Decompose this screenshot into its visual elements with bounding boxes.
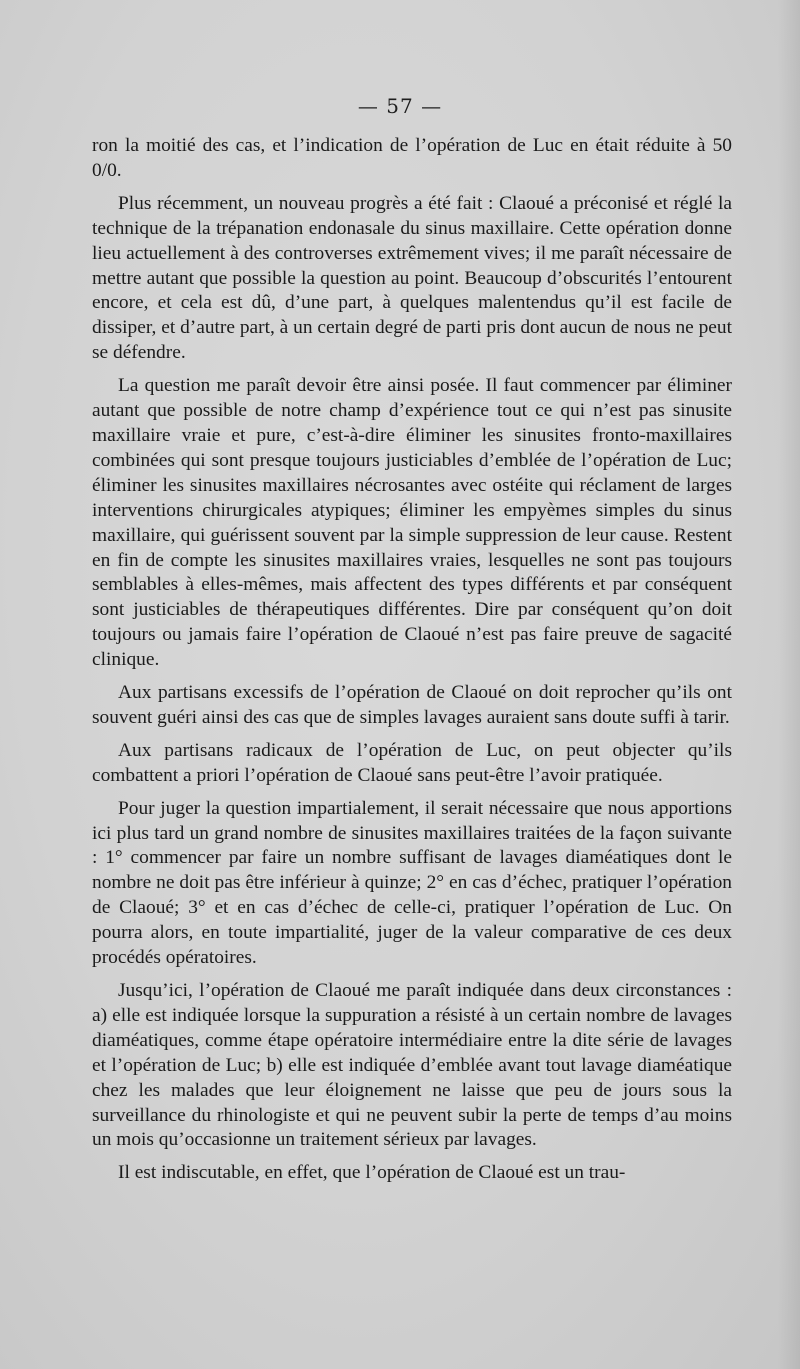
page-spine-shadow [778, 0, 800, 1369]
paragraph: Il est indiscutable, en effet, que l’opération de Claoué est un trau- [118, 1162, 626, 1184]
paragraph: Aux partisans radicaux de l’opération de Luc, on peut objecter qu’ils combattent a priori l’opération de Claoué sans peut-être l’avoir pratiquée. [92, 739, 732, 786]
paragraph: Plus récemment, un nouveau progrès a été fait : Claoué a préconisé et réglé la technique de la trépanation endonasale du sinus maxillaire. Cette opération donne lieu actuellement à des controverses extrêmement vives; il me paraît nécessaire de mettre autant que possible la question au point. Beaucoup d’obscurités l’entourent encore, et cela est dû, d’une part, à quelques malentendus qu’il est facile de dissiper, et d’autre part, à un certain degré de parti pris dont aucun de nous ne peut se défendre. [92, 192, 732, 364]
body-text [92, 134, 732, 1194]
paragraph: La question me paraît devoir être ainsi posée. Il faut commencer par éliminer autant que possible de notre champ d’expérience tout ce qui n’est pas sinusite maxillaire vraie et pure, c’est-à-dire éliminer les sinusites fronto-maxillaires combinées qui sont presque toujours justiciables d’emblée de l’opération de Luc; éliminer les sinusites maxillaires nécrosantes avec ostéite qui réclament de larges interventions chirurgicales atypiques; éliminer les empyèmes simples du sinus maxillaire, qui guérissent souvent par la simple suppression de leur cause. Restent en fin de compte les sinusites maxillaires vraies, lesquelles ne sont pas toujours semblables à elles-mêmes, mais affectent des types différents et par conséquent sont justiciables de thérapeutiques différentes. Dire par conséquent qu’on doit toujours ou jamais faire l’opération de Claoué n’est pas faire preuve de sagacité clinique. [92, 375, 732, 671]
paragraph: Jusqu’ici, l’opération de Claoué me paraît indiquée dans deux circonstances : a) elle est indiquée lorsque la suppuration a résisté à un certain nombre de lavages diaméatiques, comme étape opératoire intermédiaire entre la dite série de lavages et l’opération de Luc; b) elle est indiquée d’emblée avant tout lavage diaméatique chez les malades que leur éloignement ne laisse que peu de jours sous la surveillance du rhinologiste et qui ne peuvent subir la perte de temps d’au moins un mois qu’occasionne un traitement sérieux par lavages. [92, 980, 732, 1151]
paragraph: Aux partisans excessifs de l’opération de Claoué on doit reprocher qu’ils ont souvent guéri ainsi des cas que de simples lavages auraient sans doute suffi à tarir. [92, 682, 732, 728]
paragraph: Pour juger la question impartialement, il serait nécessaire que nous apportions ici plus tard un grand nombre de sinusites maxillaires traitées de la façon suivante : 1° commencer par faire un nombre suffisant de lavages diaméatiques dont le nombre ne doit pas être inférieur à quinze; 2° en cas d’échec, pratiquer l’opération de Claoué; 3° et en cas d’échec de celle-ci, pratiquer l’opération de Luc. On pourra alors, en toute impartialité, juger de la valeur comparative de ces deux procédés opératoires. [92, 797, 732, 969]
paragraph-continuation: ron la moitié des cas, et l’indication de l’opération de Luc en était réduite à 50 0/0. [92, 135, 732, 181]
page-number: — 57 — [357, 94, 443, 118]
